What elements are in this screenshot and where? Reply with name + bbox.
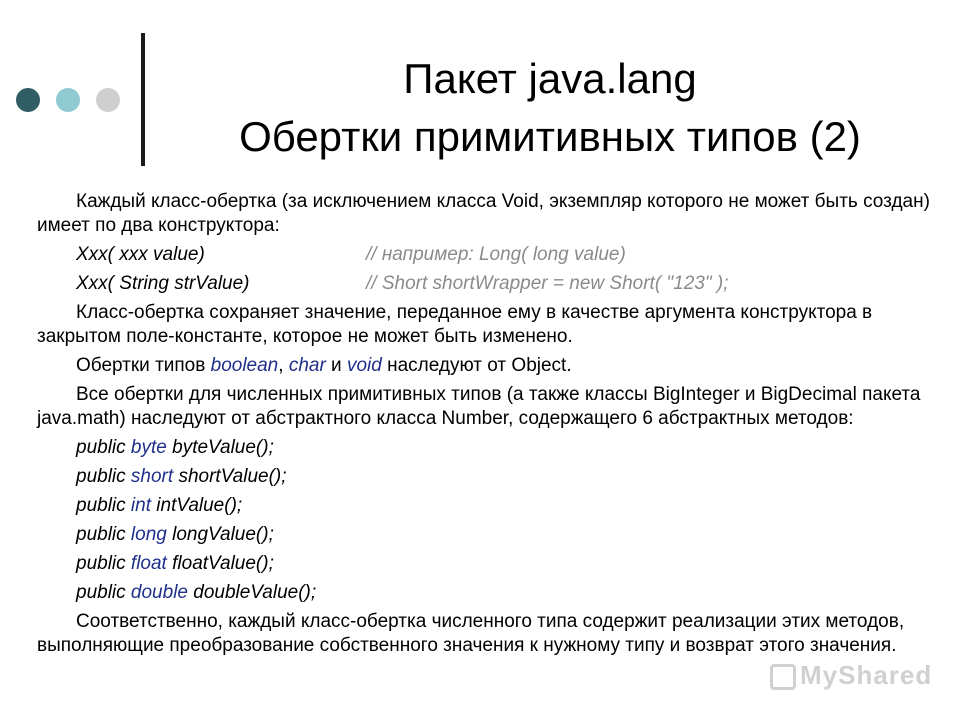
method-line [37, 436, 937, 460]
method-modifier: public [76, 524, 131, 545]
text-fragment: наследуют от Object. [381, 355, 572, 376]
code-comment: // Short shortWrapper = new Short( "123" ); [366, 273, 729, 294]
decor-dot-gray [96, 88, 120, 112]
paragraph-number: Все обертки для численных примитивных типов (а также классы BigInteger и BigDecimal пакета java.math) наследуют от абстрактного класса Number, содержащего 6 абстрактных методов: [37, 384, 921, 429]
code-comment: // например: Long( long value) [366, 244, 626, 265]
code-text: Xxx( String strValue) [76, 273, 250, 294]
method-line [37, 465, 937, 489]
paragraph-constructors: Каждый класс-обертка (за исключением класса Void, экземпляр которого не может быть создан) имеет по два конструктора: [37, 191, 930, 236]
text-fragment: , [278, 355, 289, 376]
code-line-2 [37, 272, 937, 296]
method-modifier: public [76, 553, 131, 574]
method-name: shortValue(); [173, 466, 287, 487]
slide-title [160, 50, 940, 166]
code-text: Xxx( xxx value) [76, 244, 205, 265]
method-modifier: public [76, 582, 131, 603]
method-line [37, 523, 937, 547]
paragraph-implementation: Соответственно, каждый класс-обертка численного типа содержит реализации этих методов, выполняющие преобразование собственного значения к нужному типу и возврат этого значения. [37, 611, 905, 656]
decor-dot-dark [16, 88, 40, 112]
method-name: byteValue(); [166, 437, 274, 458]
method-modifier: public [76, 495, 131, 516]
text-fragment: Обертки типов [76, 355, 211, 376]
keyword-void: void [346, 355, 382, 376]
method-name: doubleValue(); [187, 582, 317, 603]
method-type: int [130, 495, 151, 516]
code-line-1 [37, 243, 937, 267]
paragraph-storage: Класс-обертка сохраняет значение, переданное ему в качестве аргумента конструктора в закрытом поле-константе, которое не может быть изменено. [37, 302, 873, 347]
method-name: longValue(); [166, 524, 274, 545]
watermark-icon [770, 664, 796, 690]
watermark-text: MyShared [800, 660, 933, 690]
method-line [37, 494, 937, 518]
decor-dot-teal [56, 88, 80, 112]
method-line [37, 581, 937, 605]
keyword-boolean: boolean [210, 355, 279, 376]
method-type: double [130, 582, 188, 603]
method-type: short [130, 466, 174, 487]
title-line-2: Обертки примитивных типов (2) [239, 113, 861, 160]
paragraph-object-inheritance [37, 354, 937, 378]
method-modifier: public [76, 437, 131, 458]
method-line [37, 552, 937, 576]
title-divider [141, 33, 145, 166]
title-line-1: Пакет java.lang [403, 55, 697, 102]
method-name: intValue(); [151, 495, 243, 516]
keyword-char: char [288, 355, 326, 376]
method-type: byte [130, 437, 167, 458]
watermark-logo [770, 660, 932, 691]
method-type: float [130, 553, 167, 574]
text-fragment: и [325, 355, 347, 376]
method-name: floatValue(); [166, 553, 274, 574]
slide-body [37, 190, 937, 658]
method-modifier: public [76, 466, 131, 487]
method-type: long [130, 524, 167, 545]
